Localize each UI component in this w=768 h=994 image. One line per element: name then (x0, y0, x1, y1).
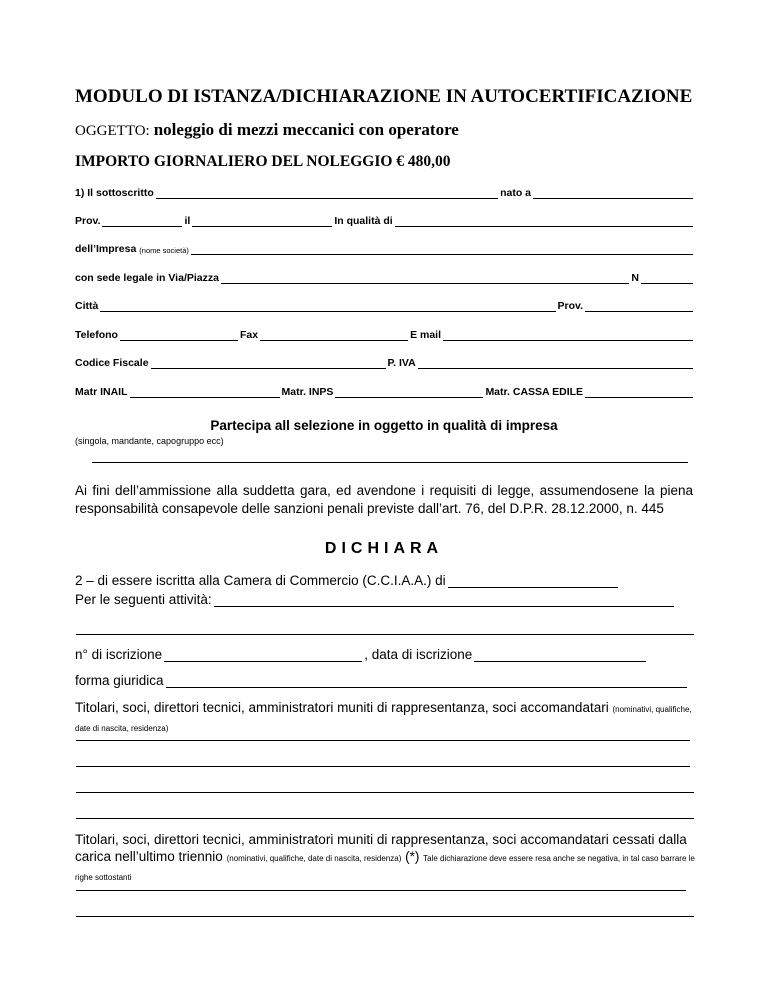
row-impresa (75, 243, 695, 255)
row-citta (75, 300, 695, 312)
ammissione-paragraph: Ai fini dell’ammissione alla suddetta gara, ed avendone i requisiti di legge, assumendosene la piena responsabilità consapevole delle sanzioni penali previste dall’art. 76, del D.P.R. 28.12.2000, n. 445 (75, 483, 693, 516)
cassa-field[interactable] (585, 386, 693, 398)
document-title: MODULO DI ISTANZA/DICHIARAZIONE IN AUTOCERTIFICAZIONE (75, 86, 693, 107)
attivita-label: Per le seguenti attività: (75, 592, 212, 607)
titolari-line-1[interactable] (76, 740, 690, 741)
partecipa-note: (singola, mandante, capogruppo ecc) (75, 436, 224, 446)
titolari-text (75, 699, 695, 737)
fax-label: Fax (239, 329, 259, 341)
piva-label: P. IVA (387, 357, 416, 369)
partecipa-field[interactable] (92, 462, 688, 463)
citta-label: Città (75, 300, 99, 312)
camera-label: 2 – di essere iscritta alla Camera di Commercio (C.C.I.A.A.) di (75, 573, 446, 588)
cessati-line-2[interactable] (76, 916, 694, 917)
attivita-field[interactable] (214, 594, 674, 607)
il-label: il (184, 215, 191, 227)
iscrizione-field[interactable] (164, 649, 362, 662)
inail-field[interactable] (130, 386, 280, 398)
prov-label: Prov. (75, 215, 101, 227)
data-iscrizione-field[interactable] (474, 649, 646, 662)
qualita-label: In qualità di (334, 215, 393, 227)
n-field[interactable] (641, 272, 693, 284)
row-sottoscritto (75, 187, 695, 199)
forma-field[interactable] (166, 675, 687, 688)
titolari-line-3[interactable] (76, 792, 694, 793)
sede-label: con sede legale in Via/Piazza (75, 272, 219, 284)
row-matricole (75, 386, 695, 398)
camera-field[interactable] (448, 575, 618, 588)
row-attivita (75, 592, 695, 607)
impresa-label: dell’Impresa (75, 243, 137, 255)
cessati-line-1[interactable] (76, 890, 686, 891)
cessati-label: Titolari, soci, direttori tecnici, amministratori muniti di rappresentanza, soci accomandatari cessati dalla carica nell’ultimo triennio (75, 832, 687, 864)
impresa-field[interactable] (191, 243, 693, 255)
oggetto-value: noleggio di mezzi meccanici con operatore (153, 120, 459, 139)
nato-field[interactable] (533, 187, 693, 199)
row-camera (75, 573, 695, 588)
row-iscrizione (75, 647, 695, 662)
sottoscritto-field[interactable] (156, 187, 498, 199)
cessati-text (75, 831, 695, 886)
fax-field[interactable] (260, 329, 408, 341)
oggetto-label: OGGETTO: (75, 123, 150, 139)
cf-field[interactable] (151, 357, 386, 369)
cessati-star: (*) (405, 849, 420, 864)
qualita-field[interactable] (395, 215, 693, 227)
nato-label: nato a (500, 187, 531, 199)
row-fiscale (75, 357, 695, 369)
cessati-note: (nominativi, qualifiche, date di nascita, residenza) (226, 854, 402, 863)
email-label: E mail (410, 329, 442, 341)
prov-field[interactable] (102, 215, 182, 227)
inps-field[interactable] (335, 386, 483, 398)
n-label: N (631, 272, 639, 284)
cessati-star-note: Tale dichiarazione deve essere resa anche se negativa, in tal caso barrare le righe sottostanti (75, 854, 695, 882)
telefono-label: Telefono (75, 329, 118, 341)
iscrizione-label: n° di iscrizione (75, 647, 163, 662)
titolari-note: (nominativi, qualifiche, date di nascita, residenza) (75, 705, 692, 733)
row-prov-il-qualita (75, 215, 695, 227)
partecipa-heading: Partecipa all selezione in oggetto in qualità di impresa (210, 418, 558, 433)
citta-field[interactable] (100, 300, 555, 312)
sottoscritto-label: 1) Il sottoscritto (75, 187, 154, 199)
row-contatti (75, 329, 695, 341)
row-forma (75, 673, 695, 688)
cf-label: Codice Fiscale (75, 357, 149, 369)
sede-field[interactable] (221, 272, 629, 284)
inps-label: Matr. INPS (281, 386, 334, 398)
telefono-field[interactable] (120, 329, 238, 341)
titolari-line-2[interactable] (76, 766, 690, 767)
oggetto-line (75, 120, 459, 140)
piva-field[interactable] (418, 357, 693, 369)
attivita-field-2[interactable] (76, 634, 694, 635)
dichiara-heading: DICHIARA (324, 540, 444, 557)
forma-label: forma giuridica (75, 673, 164, 688)
row-sede (75, 272, 695, 284)
email-field[interactable] (443, 329, 693, 341)
data-iscrizione-label: , data di iscrizione (364, 647, 473, 662)
titolari-label: Titolari, soci, direttori tecnici, amministratori muniti di rappresentanza, soci accomandatari (75, 700, 609, 715)
titolari-line-4[interactable] (76, 818, 694, 819)
prov2-field[interactable] (585, 300, 693, 312)
impresa-note: (nome società) (139, 246, 189, 255)
cassa-label: Matr. CASSA EDILE (485, 386, 584, 398)
prov2-label: Prov. (557, 300, 583, 312)
il-field[interactable] (192, 215, 332, 227)
inail-label: Matr INAIL (75, 386, 128, 398)
importo-line: IMPORTO GIORNALIERO DEL NOLEGGIO € 480,00 (75, 153, 451, 170)
